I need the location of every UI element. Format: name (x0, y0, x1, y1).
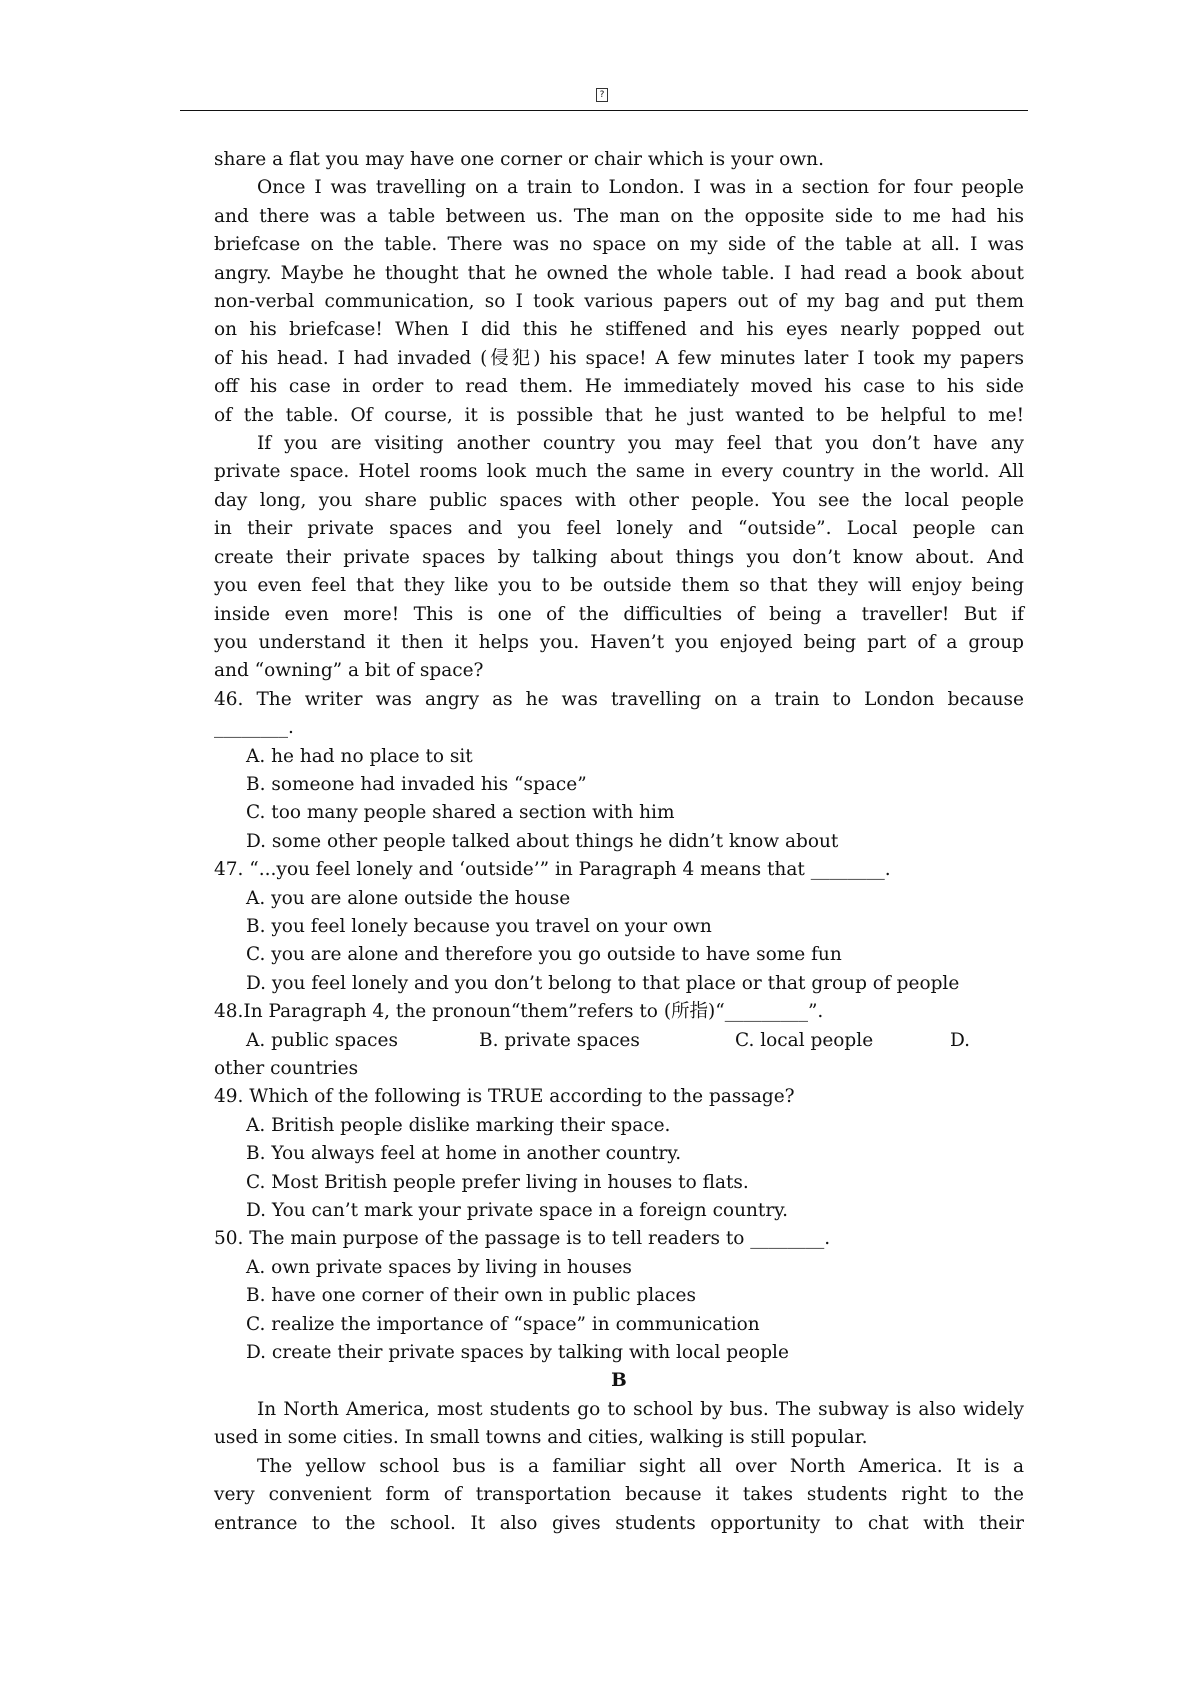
passage-line: Once I was travelling on a train to London. I was in a section for four people (257, 177, 1024, 199)
passage-line: inside even more! This is one of the difficulties of being a traveller! But if (214, 603, 1024, 625)
passage-line: on his briefcase! When I did this he stiffened and his eyes nearly popped out (214, 319, 1024, 341)
passage-line: of the table. Of course, it is possible that he just wanted to be helpful to me! (214, 404, 1024, 426)
passage-line: you understand it then it helps you. Haven’t you enjoyed being part of a group (214, 631, 1024, 653)
answer-option: B. You always feel at home in another country. (246, 1143, 682, 1165)
answer-option: C. local people (735, 1029, 874, 1051)
passage-line: you even feel that they like you to be outside them so that they will enjoy being (214, 575, 1024, 597)
passage-line: briefcase on the table. There was no space on my side of the table at all. I was (214, 234, 1024, 256)
answer-option: D. you feel lonely and you don’t belong to that place or that group of people (246, 972, 960, 994)
passage-line: If you are visiting another country you may feel that you don’t have any (257, 433, 1024, 455)
passage-line: non-verbal communication, so I took various papers out of my bag and put them (214, 291, 1024, 313)
header-rule (180, 110, 1028, 111)
passage-line: share a flat you may have one corner or chair which is your own. (214, 149, 824, 170)
answer-option: B. someone had invaded his “space” (246, 773, 587, 795)
passage-line: In North America, most students go to school by bus. The subway is also widely (257, 1398, 1024, 1420)
answer-option: C. realize the importance of “space” in communication (246, 1313, 760, 1335)
answer-option-wrap: other countries (214, 1058, 359, 1079)
answer-option: C. Most British people prefer living in houses to flats. (246, 1171, 749, 1193)
passage-line: entrance to the school. It also gives students opportunity to chat with their (214, 1512, 1024, 1534)
answer-option: A. he had no place to sit (246, 745, 473, 767)
question-stem: 49. Which of the following is TRUE according to the passage? (214, 1086, 795, 1108)
passage-line: angry. Maybe he thought that he owned the whole table. I had read a book about (214, 262, 1024, 284)
passage-line: off his case in order to read them. He immediately moved his case to his side (214, 376, 1024, 398)
answer-option: D. (950, 1029, 971, 1051)
answer-option: D. create their private spaces by talking with local people (246, 1342, 789, 1364)
answer-option: C. you are alone and therefore you go outside to have some fun (246, 944, 842, 966)
passage-line: and there was a table between us. The man on the opposite side to me had his (214, 205, 1024, 227)
answer-option: D. some other people talked about things he didn’t know about (246, 830, 839, 852)
page-content (214, 146, 1024, 1538)
question-stem: 48.In Paragraph 4, the pronoun“them”refers to (所指)“_________”. (214, 1001, 824, 1023)
answer-options-row (214, 1027, 1024, 1055)
passage-line: day long, you share public spaces with other people. You see the local people (214, 489, 1024, 511)
passage-line: in their private spaces and you feel lonely and “outside”. Local people can (214, 518, 1024, 540)
answer-option: D. You can’t mark your private space in a foreign country. (246, 1200, 789, 1222)
passage-line: The yellow school bus is a familiar sight all over North America. It is a (257, 1455, 1024, 1477)
passage-line: of his head. I had invaded (侵犯) his space! A few minutes later I took my papers (214, 347, 1024, 369)
answer-option: A. public spaces (246, 1029, 398, 1051)
answer-option: B. private spaces (479, 1029, 640, 1051)
answer-option: C. too many people shared a section with him (246, 802, 675, 824)
answer-blank: ________. (214, 717, 294, 739)
passage-line: create their private spaces by talking about things you don’t know about. And (214, 546, 1024, 568)
passage-line: very convenient form of transportation because it takes students right to the (214, 1484, 1024, 1506)
header-icon: ? (596, 88, 608, 102)
question-stem: 47. “...you feel lonely and ‘outside’” in Paragraph 4 means that ________. (214, 859, 891, 881)
question-stem: 50. The main purpose of the passage is to tell readers to ________. (214, 1228, 831, 1250)
answer-option: A. British people dislike marking their space. (246, 1114, 671, 1136)
passage-line: private space. Hotel rooms look much the same in every country in the world. All (214, 461, 1024, 483)
answer-option: A. you are alone outside the house (246, 887, 571, 909)
passage-line: used in some cities. In small towns and cities, walking is still popular. (214, 1427, 868, 1449)
section-heading: B (611, 1370, 627, 1392)
passage-line: and “owning” a bit of space? (214, 660, 484, 682)
question-stem: 46. The writer was angry as he was travelling on a train to London because (214, 688, 1024, 710)
answer-option: B. you feel lonely because you travel on your own (246, 915, 712, 937)
answer-option: A. own private spaces by living in houses (246, 1256, 632, 1278)
answer-option: B. have one corner of their own in public places (246, 1285, 696, 1307)
